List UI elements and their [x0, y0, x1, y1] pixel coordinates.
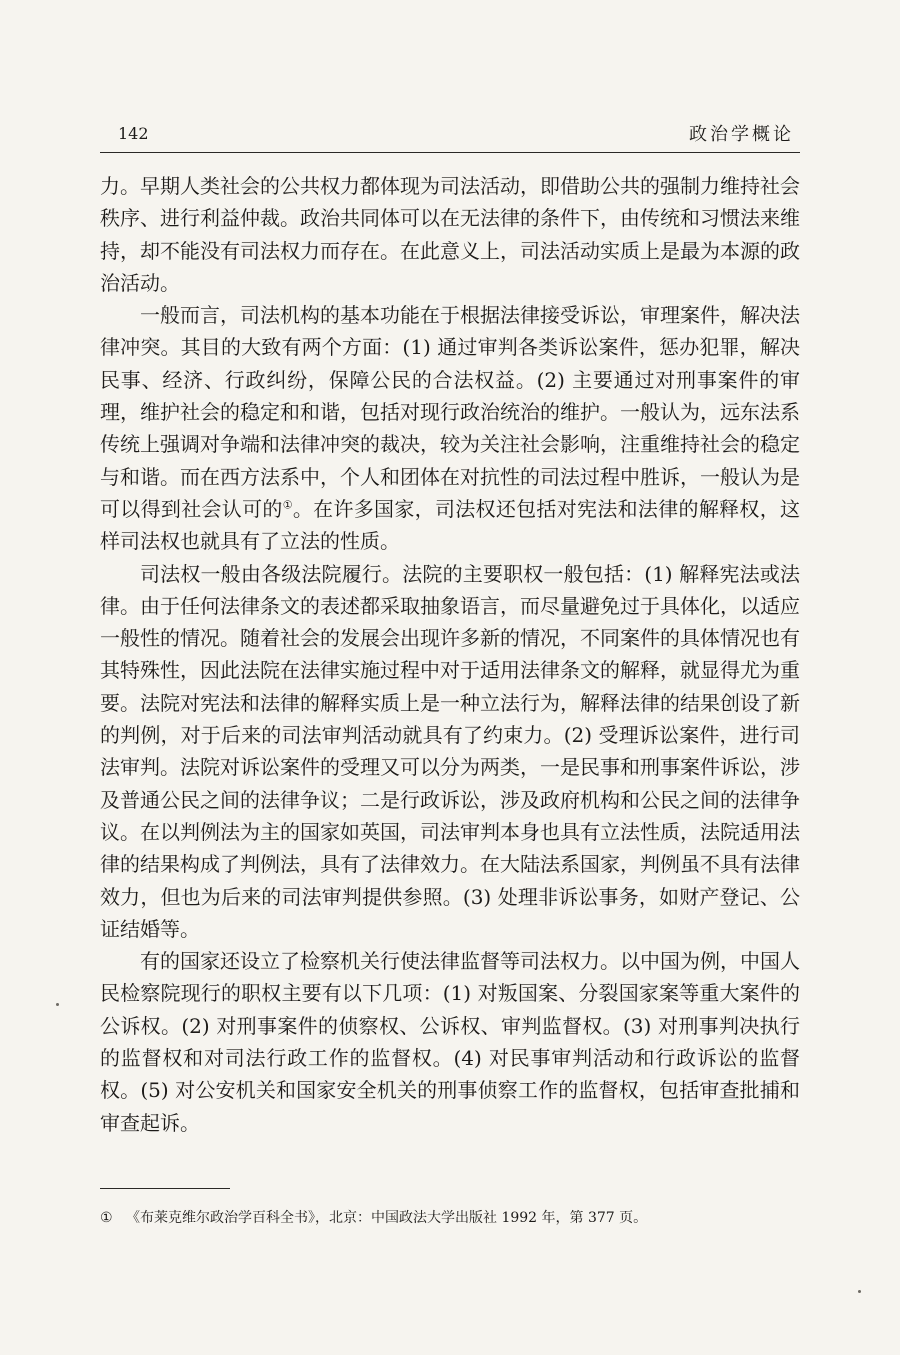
footnote [100, 1208, 800, 1228]
footnote-reference[interactable]: ① [282, 498, 293, 512]
body-text [100, 170, 800, 1139]
footnote-number: ① [100, 1210, 113, 1226]
running-title: 政治学概论 [689, 124, 794, 145]
scan-speck [858, 1290, 861, 1293]
page-number: 142 [118, 124, 149, 143]
paragraph-text: 一般而言，司法机构的基本功能在于根据法律接受诉讼，审理案件，解决法律冲突。其目的大致有两个方面：(1) 通过审判各类诉讼案件，惩办犯罪，解决民事、经济、行政纠纷，保障公民的合法权益。(2) 主要通过对刑事案件的审理，维护社会的稳定和和谐，包括对现行政治统治的维护。一般认为，远东法系传统上强调对争端和法律冲突的裁决，较为关注社会影响，注重维持社会的稳定与和谐。而在西方法系中，个人和团体在对抗性的司法过程中胜诉，一般认为是可以得到社会认可的 [100, 303, 800, 521]
paragraph-text: 。在许多国家，司法权还包括对宪法和法律的解释权，这样司法权也就具有了立法的性质。 [100, 496, 801, 554]
scan-speck [56, 1003, 59, 1006]
paragraph-court-powers: 司法权一般由各级法院履行。法院的主要职权一般包括：(1) 解释宪法或法律。由于任何法律条文的表述都采取抽象语言，而尽量避免过于具体化，以适应一般性的情况。随着社会的发展会出现许多新的情况，不同案件的具体情况也有其特殊性，因此法院在法律实施过程中对于适用法律条文的解释，就显得尤为重要。法院对宪法和法律的解释实质上是一种立法行为，解释法律的结果创设了新的判例，对于后来的司法审判活动就具有了约束力。(2) 受理诉讼案件，进行司法审判。法院对诉讼案件的受理又可以分为两类，一是民事和刑事案件诉讼，涉及普通公民之间的法律争议；二是行政诉讼，涉及政府机构和公民之间的法律争议。在以判例法为主的国家如英国，司法审判本身也具有立法性质，法院适用法律的结果构成了判例法，具有了法律效力。在大陆法系国家，判例虽不具有法律效力，但也为后来的司法审判提供参照。(3) 处理非诉讼事务，如财产登记、公证结婚等。 [100, 561, 800, 941]
paragraph-continuation: 力。早期人类社会的公共权力都体现为司法活动，即借助公共的强制力维持社会秩序、进行利益仲裁。政治共同体可以在无法律的条件下，由传统和习惯法来维持，却不能没有司法权力而存在。在此意义上，司法活动实质上是最为本源的政治活动。 [100, 174, 800, 295]
footnote-divider [100, 1188, 230, 1189]
footnote-text: 《布莱克维尔政治学百科全书》，北京：中国政法大学出版社 1992 年，第 377 页。 [126, 1210, 648, 1226]
paragraph-judicial-functions [100, 299, 800, 557]
page-header [100, 118, 800, 153]
paragraph-procuratorate: 有的国家还设立了检察机关行使法律监督等司法权力。以中国为例，中国人民检察院现行的职权主要有以下几项：(1) 对叛国案、分裂国家案等重大案件的公诉权。(2) 对刑事案件的侦察权、公诉权、审判监督权。(3) 对刑事判决执行的监督权和对司法行政工作的监督权。(4) 对民事审判活动和行政诉讼的监督权。(5) 对公安机关和国家安全机关的刑事侦察工作的监督权，包括审查批捕和审查起诉。 [100, 949, 800, 1135]
